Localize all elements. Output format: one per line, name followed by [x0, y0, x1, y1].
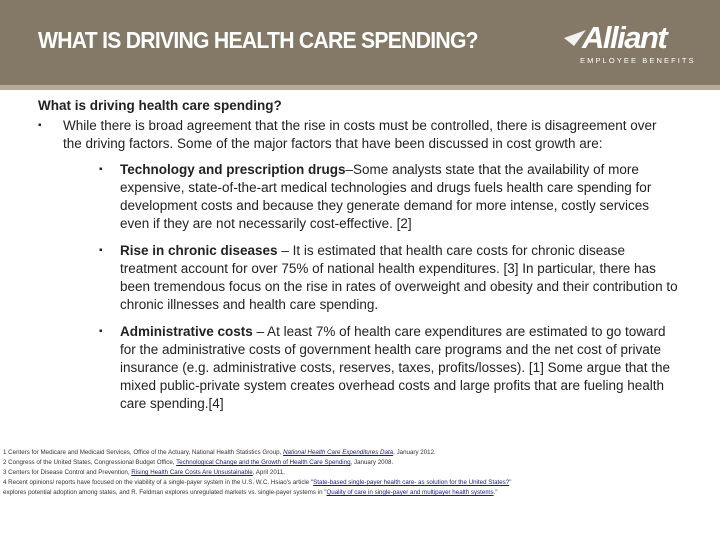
factor-text: – It is estimated that health care costs for chronic disease treatment account for over 75% of national health expenditures. [3] In particular, there has been tremendous focus on the rise in rates of overweight and obesity and their contribution to chronic illnesses and health care spending. [120, 243, 678, 312]
bullet-square-icon: ▪ [99, 326, 103, 337]
footnote-text: , January 2008. [350, 459, 394, 466]
factor-term: Technology and prescription drugs [120, 162, 346, 177]
logo-wordmark: Alliant [582, 20, 667, 55]
factor-term: Administrative costs [120, 324, 253, 339]
intro-text: While there is broad agreement that the rise in costs must be controlled, there is disagreement over the driving factors. Some of the major factors that have been discussed in cost growth are: [63, 118, 657, 151]
list-item [63, 242, 678, 314]
bullet-square-icon: ▪ [99, 164, 103, 175]
factor-text: –Some analysts state that the availability of more expensive, state-of-the-art medical technologies and drugs fuels health care spending for development costs and because they generate demand for more intense, costly services even if they are not necessarily cost-effective. [2] [120, 162, 652, 231]
footnotes [3, 448, 703, 498]
header-divider [0, 85, 720, 90]
list-item [63, 323, 678, 413]
footnote-text: ." [493, 489, 498, 496]
footnote-link[interactable]: Technological Change and the Growth of Health Care Spending [176, 459, 351, 466]
footnote-text: , April 2011. [252, 469, 285, 476]
factor-term: Rise in chronic diseases [120, 243, 278, 258]
footnote-link[interactable]: Rising Health Care Costs Are Unsustainable [131, 469, 253, 476]
footnote-link[interactable]: Quality of care in single-payer and multipayer health systems [326, 489, 494, 496]
footnote-3 [3, 468, 703, 478]
slide-body [38, 97, 678, 422]
factor-text: – At least 7% of health care expenditures are estimated to go toward for the administrative costs of government health care programs and the net cost of private insurance (e.g. administrative costs, reserves, taxes, profits/losses). [1] Some argue that the mixed public-private system creates overhead costs and large profits that are fueling health care spending.[4] [120, 324, 670, 411]
logo-subtitle: EMPLOYEE BENEFITS [580, 56, 696, 65]
footnote-link[interactable]: State-based single-payer health care- as solution for the United States? [313, 479, 510, 486]
footnote-text: 1 Centers for Medicare and Medicaid Services, Office of the Actuary, National Health Statistics Group, [3, 449, 284, 456]
list-item [63, 161, 678, 233]
footnote-4 [3, 478, 703, 488]
footnote-4-continued [3, 488, 703, 498]
bullet-square-icon: ▪ [38, 120, 42, 131]
footnote-text: 2 Congress of the United States, Congressional Budget Office, [3, 459, 177, 466]
footnote-2 [3, 458, 703, 468]
footnote-text: " [509, 479, 512, 486]
footnote-link[interactable]: National Health Care Expenditures Data [283, 449, 394, 456]
factor-list [63, 161, 678, 413]
header-band [0, 0, 720, 85]
footnote-text: 4 Recent opinions/ reports have focused on the viability of a single-payer system in the U.S. W.C. Hsiao's article " [3, 479, 314, 486]
footnote-1 [3, 448, 703, 458]
footnote-text: 3 Centers for Disease Control and Prevention, [3, 469, 132, 476]
alliant-logo [560, 20, 696, 68]
bullet-square-icon: ▪ [99, 245, 103, 256]
section-question: What is driving health care spending? [38, 98, 282, 113]
footnote-text: explores potential adoption among states, and R. Feldman explores unregulated markets vs. single-payer systems in " [3, 489, 327, 496]
main-bullet [38, 117, 678, 413]
footnote-text: , January 2012. [393, 449, 436, 456]
page-title: WHAT IS DRIVING HEALTH CARE SPENDING? [38, 27, 478, 53]
